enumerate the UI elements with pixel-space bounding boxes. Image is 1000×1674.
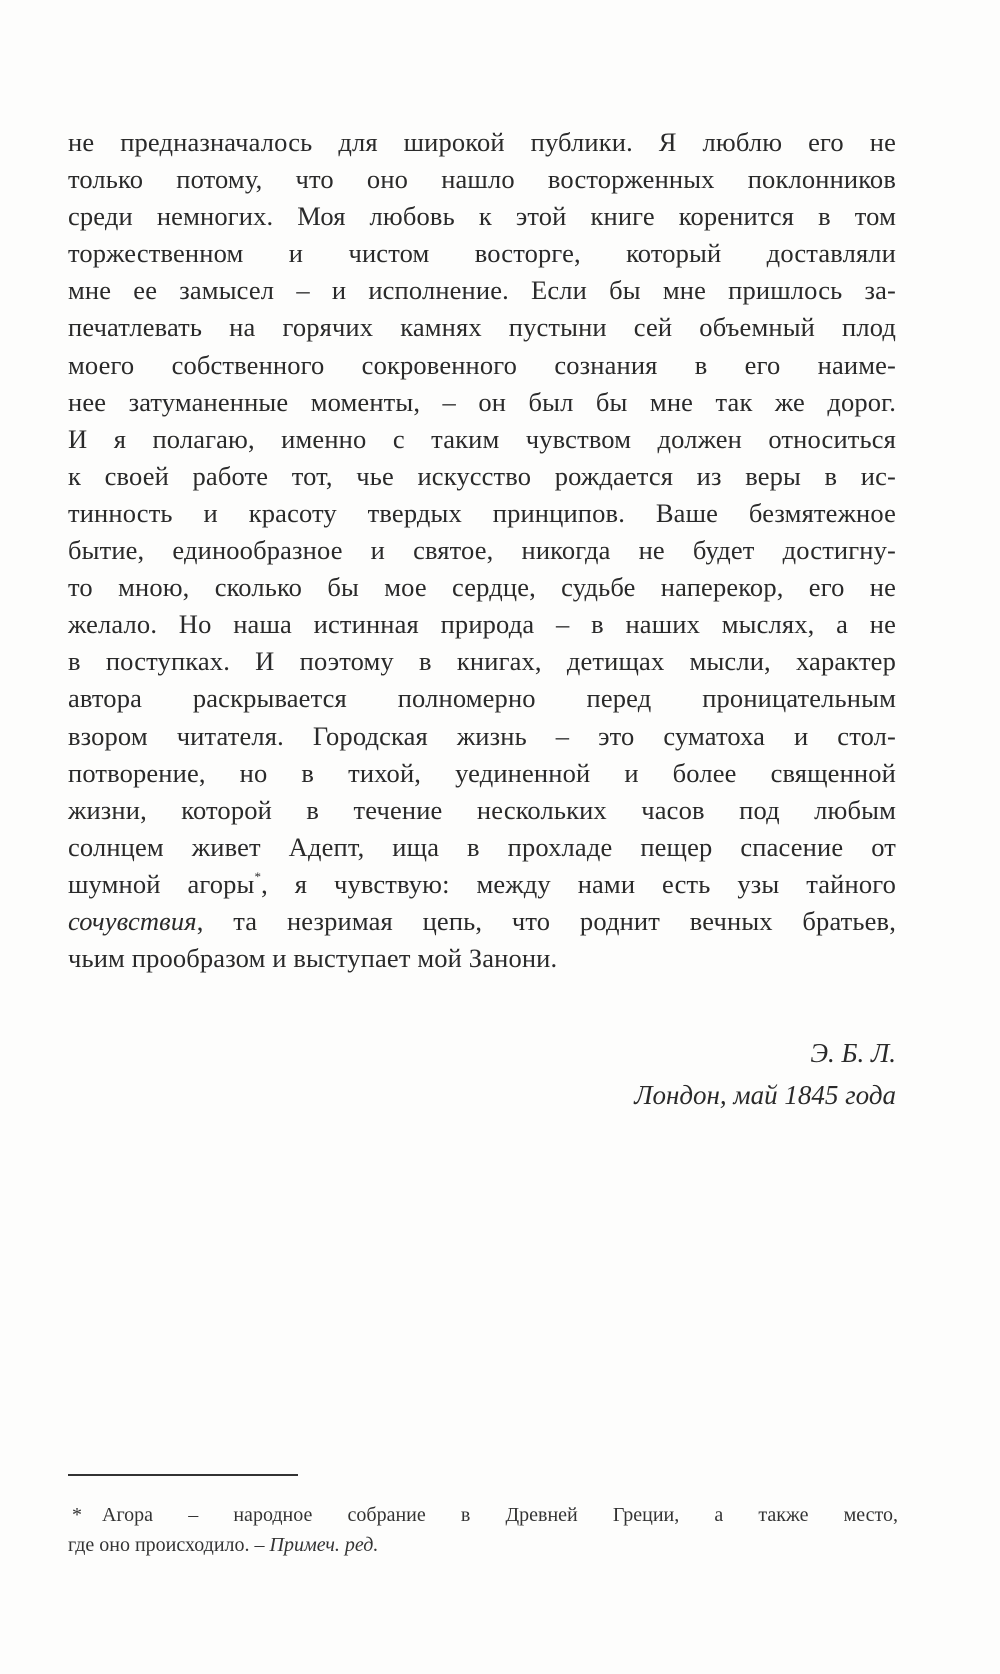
text-line: не предназначалось для широкой публики. Я люблю его не	[68, 127, 896, 157]
footnote-line	[68, 1530, 898, 1560]
text-line: среди немногих. Моя любовь к этой книге коренится в том	[68, 201, 896, 232]
signature-block	[634, 1032, 896, 1116]
text-line: торжественном и чистом восторге, который доставляли	[68, 238, 896, 269]
text-line: к своей работе тот, чье искусство рождается из веры в ис-	[68, 460, 896, 491]
text-line: солнцем живет Адепт, ища в прохладе пещер спасение от	[68, 831, 896, 862]
text-line: моего собственного сокровенного сознания в его наиме-	[68, 349, 896, 380]
text-line: в поступках. И поэтому в книгах, детищах мысли, характер	[68, 646, 896, 677]
footnote-text: Агора – народное собрание в Древней Греции, а также место,	[102, 1504, 898, 1526]
body-paragraph	[68, 124, 896, 977]
text-line: И я полагаю, именно с таким чувством должен относиться	[68, 423, 896, 454]
text-segment: , та незримая цепь, что роднит вечных братьев,	[196, 905, 896, 936]
author-initials: Э. Б. Л.	[810, 1038, 896, 1068]
text-line: автора раскрывается полномерно перед проницательным	[68, 683, 896, 714]
text-line: мне ее замысел – и исполнение. Если бы мне пришлось за-	[68, 275, 896, 306]
text-line	[68, 903, 896, 940]
footnote-line	[68, 1500, 898, 1530]
text-segment: шумной агоры	[68, 868, 255, 899]
footnote-mark: *	[72, 1504, 82, 1526]
text-line: то мною, сколько бы мое сердце, судьбе наперекор, его не	[68, 572, 896, 603]
footnote-text: где оно происходило. –	[68, 1534, 270, 1556]
text-line: потворение, но в тихой, уединенной и более священной	[68, 757, 896, 788]
text-line: только потому, что оно нашло восторженных поклонников	[68, 164, 896, 195]
text-line: нее затуманенные моменты, – он был бы мне так же дорог.	[68, 386, 896, 417]
text-line	[68, 866, 896, 903]
editor-note: Примеч. ред.	[269, 1534, 379, 1556]
footnote-separator-rule	[68, 1474, 298, 1476]
text-line: бытие, единообразное и святое, никогда не будет достигну-	[68, 535, 896, 566]
text-line: желало. Но наша истинная природа – в наших мыслях, а не	[68, 609, 896, 640]
italic-word: сочувствия	[68, 905, 197, 936]
footnote	[68, 1500, 898, 1560]
text-segment: , я чувствую: между нами есть узы тайного	[261, 868, 896, 899]
text-line: взором читателя. Городская жизнь – это суматоха и стол-	[68, 720, 896, 751]
text-line: тинность и красоту твердых принципов. Ваше безмятежное	[68, 497, 896, 528]
text-line: печатлевать на горячих камнях пустыни сей объемный плод	[68, 312, 896, 343]
text-line: жизни, которой в течение нескольких часов под любым	[68, 794, 896, 825]
text-line-last: чьим прообразом и выступает мой Занони.	[68, 943, 558, 974]
footnote-reference-mark: *	[254, 868, 262, 884]
place-and-date: Лондон, май 1845 года	[634, 1080, 896, 1110]
